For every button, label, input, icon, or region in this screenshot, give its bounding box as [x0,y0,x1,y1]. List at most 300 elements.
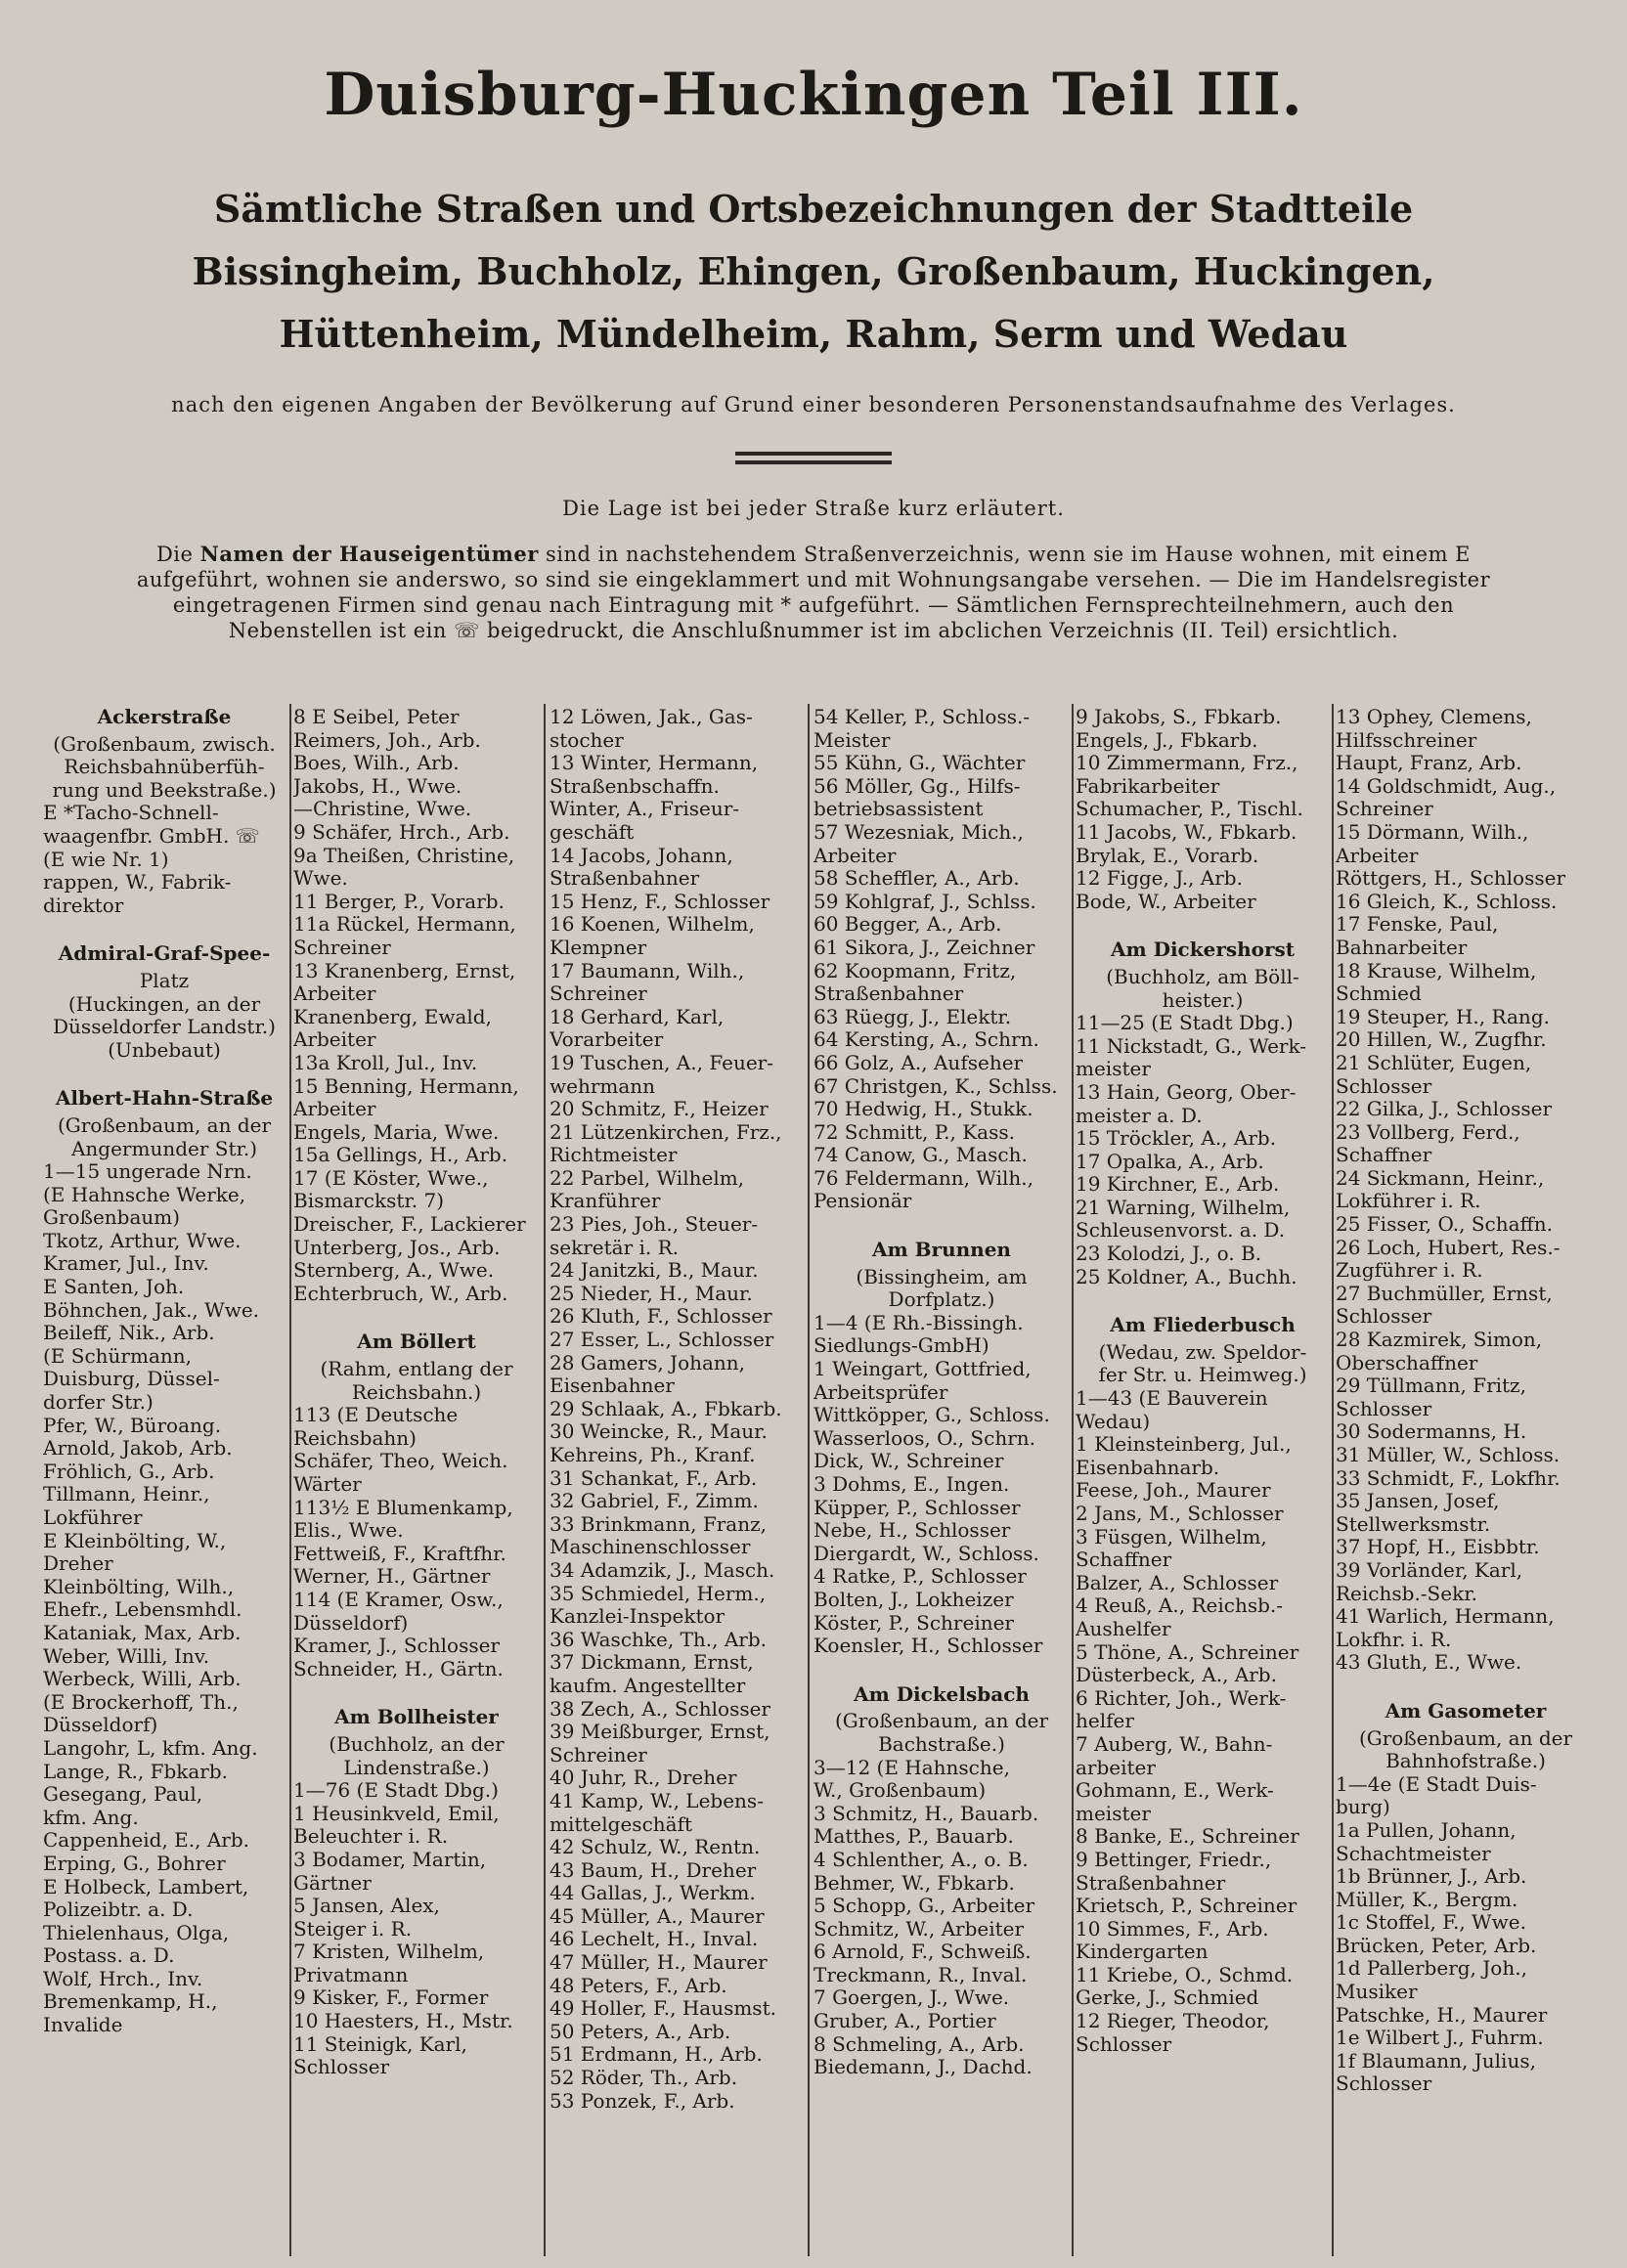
directory-entry: 17 Opalka, A., Arb. [1076,1149,1264,1173]
directory-entry: 16 Koenen, Wilhelm, [550,912,755,937]
directory-entry: Hilfsschreiner [1336,727,1477,752]
page-title: Duisburg-Huckingen Teil III. [324,61,1303,129]
street-location: Reichsbahnüberfüh- [64,755,265,779]
directory-entry: Nebe, H., Schlosser [814,1518,1011,1543]
directory-entry: 21 Schlüter, Eugen, [1336,1050,1532,1074]
directory-entry: Köster, P., Schreiner [814,1610,1014,1635]
directory-entry: 18 Gerhard, Karl, [550,1004,725,1028]
directory-entry: 37 Hopf, H., Eisbbtr. [1336,1535,1540,1559]
directory-entry: 29 Tüllmann, Fritz, [1336,1374,1526,1398]
street-location: (Großenbaum, an der [1358,1725,1573,1750]
directory-entry: Wedau) [1076,1409,1151,1433]
directory-entry: 17 Baumann, Wilh., [550,958,745,982]
directory-entry: 41 Kamp, W., Lebens- [550,1788,764,1812]
directory-entry: 56 Möller, Gg., Hilfs- [814,773,1021,798]
directory-entry: 25 Nieder, H., Maur. [550,1281,753,1305]
directory-entry: Boes, Wilh., Arb. [293,751,460,775]
directory-entry: 59 Kohlgraf, J., Schlss. [814,889,1036,913]
street-location: (Großenbaum, an der [834,1709,1049,1733]
directory-entry: Musiker [1336,1980,1418,2004]
directory-entry: 13 Winter, Hermann, [550,751,759,775]
street-location: fer Str. u. Heimweg.) [1098,1363,1307,1387]
directory-entry: —Christine, Wwe. [293,797,472,821]
directory-entry: 5 Thöne, A., Schreiner [1076,1639,1299,1664]
column-divider [808,704,810,2256]
directory-entry: Schlosser [293,2055,390,2079]
street-heading: Am Brunnen [872,1238,1011,1262]
directory-entry: Wärter [293,1472,362,1496]
directory-entry: Engels, Maria, Wwe. [293,1119,500,1144]
directory-entry: Brylak, E., Vorarb. [1076,843,1259,867]
directory-entry: 35 Schmiedel, Herm., [550,1581,767,1605]
directory-entry: Reichsbahn) [293,1425,417,1450]
directory-entry: 1—43 (E Bauverein [1076,1386,1268,1411]
directory-entry: Lokfhr. i. R. [1336,1627,1452,1651]
directory-entry: stocher [550,727,624,752]
directory-entry: Fabrikarbeiter [1076,773,1220,798]
street-location: (Unbebaut) [108,1037,221,1062]
street-heading: Albert-Hahn-Straße [55,1086,274,1111]
directory-entry: Erping, G., Bohrer [43,1851,226,1875]
directory-entry: Gohmann, E., Werk- [1076,1778,1274,1803]
directory-entry: Kindergarten [1076,1940,1209,1964]
directory-entry: Düsseldorf) [43,1713,158,1737]
directory-entry: 61 Sikora, J., Zeichner [814,935,1035,959]
directory-entry: 1—76 (E Stadt Dbg.) [293,1778,499,1803]
directory-entry: Schäfer, Theo, Weich. [293,1449,508,1473]
directory-entry: 55 Kühn, G., Wächter [814,751,1026,775]
directory-entry: 114 (E Kramer, Osw., [293,1587,504,1611]
directory-entry: 113 (E Deutsche [293,1403,459,1427]
street-location: (Buchholz, am Böll- [1106,964,1299,988]
directory-entry: 28 Gamers, Johann, [550,1350,746,1374]
directory-entry: Großenbaum) [43,1205,181,1230]
note-pre: Die [155,543,200,566]
directory-entry: Treckmann, R., Inval. [814,1962,1028,1986]
directory-entry: 1 Weingart, Gottfried, [814,1357,1032,1381]
directory-entry: Dreischer, F., Lackierer [293,1212,526,1237]
intro-line: nach den eigenen Angaben der Bevölkerung auf Grund einer besonderen Personenstandsaufnahme des Verlages. [171,393,1456,416]
directory-entry: Wolf, Hrch., Inv. [43,1966,203,1990]
directory-entry: Kramer, J., Schlosser [293,1634,500,1658]
directory-entry: 33 Brinkmann, Franz, [550,1511,767,1536]
directory-entry: 27 Buchmüller, Ernst, [1336,1281,1553,1305]
directory-entry: Unterberg, Jos., Arb. [293,1235,501,1259]
directory-entry: Kramer, Jul., Inv. [43,1251,209,1276]
directory-entry: 64 Kersting, A., Schrn. [814,1027,1039,1052]
directory-entry: Koensler, H., Schlosser [814,1634,1043,1658]
directory-entry: Brücken, Peter, Arb. [1336,1933,1537,1957]
directory-column-3 [550,706,800,2260]
street-location: (Rahm, entlang der [320,1357,513,1381]
directory-entry: Stellwerksmstr. [1336,1511,1491,1536]
directory-entry: Kataniak, Max, Arb. [43,1620,242,1644]
directory-entry: 52 Röder, Th., Arb. [550,2066,738,2090]
street-location: (Großenbaum, zwisch. [53,731,276,756]
directory-entry: E Santen, Joh. [43,1275,185,1299]
directory-entry: 9 Jakobs, S., Fbkarb. [1076,706,1282,728]
street-location: Platz [139,968,190,992]
directory-entry: 70 Hedwig, H., Stukk. [814,1097,1033,1121]
directory-entry: 37 Dickmann, Ernst, [550,1650,754,1675]
directory-entry: Schlosser [1336,1073,1432,1098]
directory-entry: 22 Gilka, J., Schlosser [1336,1097,1553,1121]
directory-entry: Schlosser [1076,2031,1172,2056]
directory-entry: Schreiner [550,1742,647,1766]
directory-entry: helfer [1076,1709,1134,1733]
directory-entry: 51 Erdmann, H., Arb. [550,2042,763,2067]
directory-entry: Sternberg, A., Wwe. [293,1258,495,1283]
directory-entry: 8 Schmeling, A., Arb. [814,2031,1025,2056]
directory-entry: 11 Kriebe, O., Schmd. [1076,1962,1294,1986]
directory-entry: 19 Tuschen, A., Feuer- [550,1050,773,1074]
street-location: Angermunder Str.) [70,1136,258,1160]
street-location: Lindenstraße.) [343,1755,490,1779]
directory-entry: 4 Ratke, P., Schlosser [814,1564,1027,1589]
directory-entry: Werbeck, Willi, Arb. [43,1667,242,1691]
directory-entry: 7 Auberg, W., Bahn- [1076,1731,1273,1756]
directory-column-1 [43,706,286,2260]
directory-entry: Zugführer i. R. [1336,1258,1483,1283]
directory-entry: 3 Schmitz, H., Bauarb. [814,1801,1039,1825]
directory-entry: 30 Weincke, R., Maur. [550,1419,768,1444]
directory-entry: 26 Kluth, F., Schlosser [550,1304,772,1329]
directory-entry: Bahnarbeiter [1336,935,1468,959]
directory-entry: wehrmann [550,1073,656,1098]
directory-entry: Duisburg, Düssel- [43,1367,220,1391]
street-location: (Großenbaum, an der [57,1112,272,1137]
directory-entry: Schleusenvorst. a. D. [1076,1218,1286,1243]
directory-entry: 23 Vollberg, Ferd., [1336,1119,1520,1144]
directory-entry: 9 Bettinger, Friedr., [1076,1847,1272,1871]
directory-entry: 10 Haesters, H., Mstr. [293,2009,513,2033]
directory-entry: Müller, K., Bergm. [1336,1887,1518,1911]
directory-entry: mittelgeschäft [550,1811,693,1836]
directory-entry: Gerke, J., Schmied [1076,1985,1259,2010]
directory-entry: Bremenkamp, H., [43,1989,218,2014]
directory-entry: Invalide [43,2013,123,2037]
directory-entry: 11 Berger, P., Vorarb. [293,889,505,913]
directory-entry: Echterbruch, W., Arb. [293,1281,508,1305]
directory-entry: meister [1076,1057,1151,1081]
directory-entry: 42 Schulz, W., Rentn. [550,1835,761,1859]
directory-entry: Biedemann, J., Dachd. [814,2055,1033,2079]
directory-entry: 1b Brünner, J., Arb. [1336,1864,1527,1889]
directory-entry: Krietsch, P., Schreiner [1076,1894,1297,1918]
street-location: heister.) [1162,987,1244,1012]
directory-entry: Eisenbahner [550,1374,675,1398]
subtitle: Sämtliche Straßen und Ortsbezeichnungen der Stadtteile Bissingheim, Buchholz, Ehingen, Großenbaum, Huckingen, Hüttenheim, Mündelheim, Rahm, Serm und Wedau [192,187,1435,356]
directory-entry: 17 (E Köster, Wwe., [293,1165,489,1190]
street-location: (Huckingen, an der [67,991,261,1016]
directory-entry: 24 Janitzki, B., Maur. [550,1258,759,1283]
column-divider [544,704,546,2256]
street-heading: Admiral-Graf-Spee- [58,941,271,966]
note-bold: Namen der Hauseigentümer [199,542,539,566]
directory-entry: 8 Banke, E., Schreiner [1076,1824,1299,1849]
directory-entry: Böhnchen, Jak., Wwe. [43,1297,260,1322]
directory-entry: Schlosser [1336,1304,1432,1329]
directory-entry: 10 Zimmermann, Frz., [1076,751,1298,775]
owner-note-paragraph [98,542,1529,643]
directory-column-2 [293,706,540,2260]
directory-column-4 [814,706,1070,2260]
street-location: Dorfplatz.) [888,1287,995,1312]
directory-entry: 6 Arnold, F., Schweiß. [814,1940,1032,1964]
directory-entry: 66 Golz, A., Aufseher [814,1050,1024,1074]
directory-entry: Meister [814,727,891,752]
directory-entry: 4 Reuß, A., Reichsb.- [1076,1593,1284,1618]
directory-entry: Lokführer [43,1505,143,1529]
directory-entry: 38 Zech, A., Schlosser [550,1696,770,1721]
directory-entry: 60 Begger, A., Arb. [814,912,1002,937]
directory-entry: Balzer, A., Schlosser [1076,1570,1279,1594]
directory-entry: 76 Feldermann, Wilh., [814,1165,1033,1190]
directory-entry: 15a Gellings, H., Arb. [293,1143,508,1167]
directory-entry: 13a Kroll, Jul., Inv. [293,1050,478,1074]
street-heading: Am Böllert [357,1330,476,1354]
directory-entry: Lokführer i. R. [1336,1189,1481,1213]
directory-entry: 15 Henz, F., Schlosser [550,889,770,913]
directory-entry: 7 Goergen, J., Wwe. [814,1985,1010,2010]
directory-entry: Gesegang, Paul, [43,1782,203,1807]
directory-entry: 33 Schmidt, F., Lokfhr. [1336,1465,1561,1490]
directory-entry: 12 Rieger, Theodor, [1076,2009,1270,2033]
directory-entry: 14 Jacobs, Johann, [550,843,733,867]
directory-entry: 8 E Seibel, Peter [293,706,460,728]
directory-entry: 47 Müller, H., Maurer [550,1950,768,1975]
directory-entry: 2 Jans, M., Schlosser [1076,1502,1284,1525]
column-divider [1332,704,1334,2256]
directory-entry: Maschinenschlosser [550,1535,751,1559]
directory-entry: Schmied [1336,981,1422,1006]
directory-entry: Werner, H., Gärtner [293,1564,491,1589]
directory-entry: meister [1076,1801,1151,1825]
directory-entry: Tkotz, Arthur, Wwe. [43,1228,242,1252]
directory-entry: Oberschaffner [1336,1350,1478,1374]
directory-entry: 9 Kisker, F., Former [293,1985,489,2010]
directory-entry: Bismarckstr. 7) [293,1189,445,1213]
directory-entry: Schreiner [550,981,647,1006]
street-location: Reichsbahn.) [351,1379,482,1404]
directory-entry: Dick, W., Schreiner [814,1449,1004,1473]
directory-entry: 62 Koopmann, Fritz, [814,958,1017,982]
directory-entry: 22 Parbel, Wilhelm, [550,1165,745,1190]
directory-entry: 53 Ponzek, F., Arb. [550,2088,735,2113]
directory-entry: 30 Sodermanns, H. [1336,1419,1527,1444]
directory-entry: Jakobs, H., Wwe. [293,773,462,798]
directory-entry: 35 Jansen, Josef, [1336,1489,1500,1513]
directory-entry: 21 Warning, Wilhelm, [1076,1195,1291,1219]
street-heading: Ackerstraße [97,706,232,728]
directory-entry: burg) [1336,1795,1390,1819]
directory-entry: 26 Loch, Hubert, Res.- [1336,1235,1561,1259]
directory-entry: Gruber, A., Portier [814,2009,996,2033]
directory-entry: Feese, Joh., Maurer [1076,1478,1271,1503]
directory-entry: 25 Koldner, A., Buchh. [1076,1264,1297,1288]
directory-entry: Arbeitsprüfer [814,1379,948,1404]
street-location: rung und Beekstraße.) [52,777,277,802]
street-heading: Am Bollheister [334,1705,499,1729]
directory-entry: 23 Pies, Joh., Steuer- [550,1212,759,1237]
street-heading: Am Gasometer [1385,1698,1547,1723]
directory-entry: Wittköpper, G., Schloss. [814,1403,1050,1427]
directory-entry: E *Tacho-Schnell- [43,801,219,825]
directory-entry: Kleinbölting, Wilh., [43,1574,235,1598]
directory-entry: 3 Dohms, E., Ingen. [814,1472,1010,1496]
directory-entry: Wasserloos, O., Schrn. [814,1425,1036,1450]
directory-entry: Engels, J., Fbkarb. [1076,727,1258,752]
note-post: sind in nachstehendem Straßenverzeichnis, wenn sie im Hause wohnen, mit einem E aufgeführt, wohnen sie anderswo, so sind sie eingeklammert und mit Wohnungsangabe versehen. — Die im Handelsregister eingetragenen Firmen sind genau nach Eintragung mit * aufgeführt. — Sämtlichen Fernsprechteilnehmern, auch den Nebenstellen ist ein ☏ beigedruckt, die Anschlußnummer ist im abclichen Verzeichnis (II. Teil) ersichtlich. [136,543,1491,642]
directory-entry: 43 Baum, H., Dreher [550,1857,757,1882]
directory-entry: Arbeiter [293,1097,376,1121]
directory-entry: Winter, A., Friseur- [550,797,740,821]
directory-entry: Vorarbeiter [550,1027,664,1052]
directory-entry: Ehefr., Lebensmhdl. [43,1597,242,1622]
directory-entry: 10 Simmes, F., Arb. [1076,1916,1269,1941]
directory-entry: 1d Pallerberg, Joh., [1336,1956,1527,1981]
directory-entry: E Kleinbölting, W., [43,1528,227,1552]
directory-entry: (E wie Nr. 1) [43,847,169,871]
directory-column-6 [1336,706,1596,2260]
directory-column-5 [1076,706,1330,2260]
directory-entry: sekretär i. R. [550,1235,680,1259]
directory-entry: Lange, R., Fbkarb. [43,1759,229,1783]
directory-entry: Fettweiß, F., Kraftfhr. [293,1541,506,1565]
column-divider [289,704,291,2256]
directory-entry: 31 Müller, W., Schloss. [1336,1443,1561,1466]
directory-entry: 19 Kirchner, E., Arb. [1076,1172,1280,1197]
directory-entry: 11—25 (E Stadt Dbg.) [1076,1011,1294,1035]
directory-entry: 49 Holler, F., Hausmst. [550,1996,776,2021]
directory-entry: 74 Canow, G., Masch. [814,1143,1028,1167]
directory-entry: 45 Müller, A., Maurer [550,1903,765,1928]
directory-entry: 36 Waschke, Th., Arb. [550,1627,768,1651]
directory-entry: Bolten, J., Lokheizer [814,1587,1014,1611]
directory-entry: Schreiner [293,935,391,959]
directory-entry: 27 Esser, L., Schlosser [550,1328,774,1352]
directory-entry: 20 Schmitz, F., Heizer [550,1097,769,1121]
directory-entry: 1 Kleinsteinberg, Jul., [1076,1432,1292,1457]
street-location: Bahnhofstraße.) [1385,1749,1546,1773]
directory-entry: 43 Gluth, E., Wwe. [1336,1650,1522,1675]
directory-entry: 9a Theißen, Christine, [293,843,515,867]
directory-entry: Düsterbeck, A., Arb. [1076,1663,1277,1687]
directory-entry: 39 Vorländer, Karl, [1336,1557,1523,1582]
directory-entry: 4 Schlenther, A., o. B. [814,1847,1029,1871]
directory-entry: 13 Ophey, Clemens, [1336,706,1532,728]
directory-entry: betriebsassistent [814,797,984,821]
directory-entry: 50 Peters, A., Arb. [550,2019,731,2043]
directory-entry: 32 Gabriel, F., Zimm. [550,1489,759,1513]
directory-entry: 23 Kolodzi, J., o. B. [1076,1242,1262,1266]
directory-entry: Düsseldorf) [293,1610,409,1635]
directory-entry: Arbeiter [1336,843,1419,867]
directory-entry: 54 Keller, P., Schloss.- [814,706,1031,728]
directory-entry: Weber, Willi, Inv. [43,1643,210,1668]
directory-entry: geschäft [550,819,635,844]
directory-entry: 14 Goldschmidt, Aug., [1336,773,1557,798]
directory-entry: dorfer Str.) [43,1390,154,1415]
directory-entry: 9 Schäfer, Hrch., Arb. [293,819,510,844]
directory-entry: Schumacher, P., Tischl. [1076,797,1303,821]
directory-entry: (E Hahnsche Werke, [43,1182,246,1206]
directory-entry: 24 Sickmann, Heinr., [1336,1165,1545,1190]
directory-entry: 6 Richter, Joh., Werk- [1076,1685,1287,1710]
directory-entry: Diergardt, W., Schloss. [814,1541,1039,1565]
directory-entry: Reimers, Joh., Arb. [293,727,481,752]
directory-entry: 15 Benning, Hermann, [293,1073,519,1098]
directory-entry: 20 Hillen, W., Zugfhr. [1336,1027,1547,1052]
directory-entry: E Holbeck, Lambert, [43,1874,249,1898]
directory-entry: Schlosser [1336,1396,1432,1420]
directory-entry: 28 Kazmirek, Simon, [1336,1328,1543,1352]
directory-entry: 15 Dörmann, Wilh., [1336,819,1529,844]
directory-entry: 63 Rüegg, J., Elektr. [814,1004,1012,1028]
directory-entry: kfm. Ang. [43,1805,139,1829]
directory-entry: 31 Schankat, F., Arb. [550,1465,758,1490]
directory-entry: Straßenbschaffn. [550,773,720,798]
directory-entry: Schlosser [1336,2072,1432,2096]
directory-entry: 3—12 (E Hahnsche, [814,1755,1010,1779]
directory-entry: Haupt, Franz, Arb. [1336,751,1522,775]
directory-entry: Richtmeister [550,1143,678,1167]
street-location: (Wedau, zw. Speldor- [1098,1339,1307,1364]
directory-entry: 1—4e (E Stadt Duis- [1336,1771,1537,1796]
directory-entry: Pensionär [814,1189,912,1213]
directory-entry: 18 Krause, Wilhelm, [1336,958,1537,982]
directory-entry: 5 Jansen, Alex, [293,1894,440,1918]
location-note: Die Lage ist bei jeder Straße kurz erläutert. [562,497,1065,520]
directory-entry: 25 Fisser, O., Schaffn. [1336,1212,1553,1237]
directory-entry: Arbeiter [293,1027,376,1052]
directory-entry: 12 Figge, J., Arb. [1076,866,1243,891]
directory-entry: 44 Gallas, J., Werkm. [550,1881,756,1905]
directory-entry: Röttgers, H., Schlosser [1336,866,1566,891]
directory-entry: 1c Stoffel, F., Wwe. [1336,1910,1526,1935]
directory-entry: Schaffner [1076,1548,1172,1572]
directory-entry: Thielenhaus, Olga, [43,1920,230,1944]
directory-entry: 1e Wilbert J., Fuhrm. [1336,2026,1544,2050]
directory-entry: kaufm. Angestellter [550,1673,746,1697]
directory-entry: 19 Steuper, H., Rang. [1336,1004,1550,1028]
street-location: Bachstraße.) [878,1731,1005,1756]
directory-entry: 13 Kranenberg, Ernst, [293,958,516,982]
directory-entry: 13 Hain, Georg, Ober- [1076,1079,1297,1104]
directory-entry: 72 Schmitt, P., Kass. [814,1119,1015,1144]
street-heading: Am Dickelsbach [854,1681,1030,1706]
directory-entry: Fröhlich, G., Arb. [43,1459,215,1483]
directory-entry: 40 Juhr, R., Dreher [550,1766,737,1790]
directory-entry: 29 Schlaak, A., Fbkarb. [550,1396,782,1420]
directory-entry: Arbeiter [293,981,376,1006]
street-location: (Bissingheim, am [856,1264,1028,1288]
directory-entry: waagenfbr. GmbH. ☏ [43,823,260,848]
directory-entry: 5 Schopp, G., Arbeiter [814,1894,1035,1918]
directory-entry: Elis., Wwe. [293,1518,404,1543]
directory-entry: meister a. D. [1076,1103,1203,1127]
directory-entry: 11 Jacobs, W., Fbkarb. [1076,819,1297,844]
directory-entry: Arnold, Jakob, Arb. [43,1436,233,1461]
directory-entry: Eisenbahnarb. [1076,1455,1220,1479]
street-heading: Am Dickershorst [1110,938,1296,962]
directory-entry: Reichsb.-Sekr. [1336,1581,1477,1605]
directory-entry: Cappenheid, E., Arb. [43,1828,250,1853]
directory-entry: Dreher [43,1551,113,1576]
directory-entry: Wwe. [293,866,348,891]
directory-entry: Kehreins, Ph., Kranf. [550,1443,756,1466]
directory-entry: 7 Kristen, Wilhelm, [293,1940,485,1964]
